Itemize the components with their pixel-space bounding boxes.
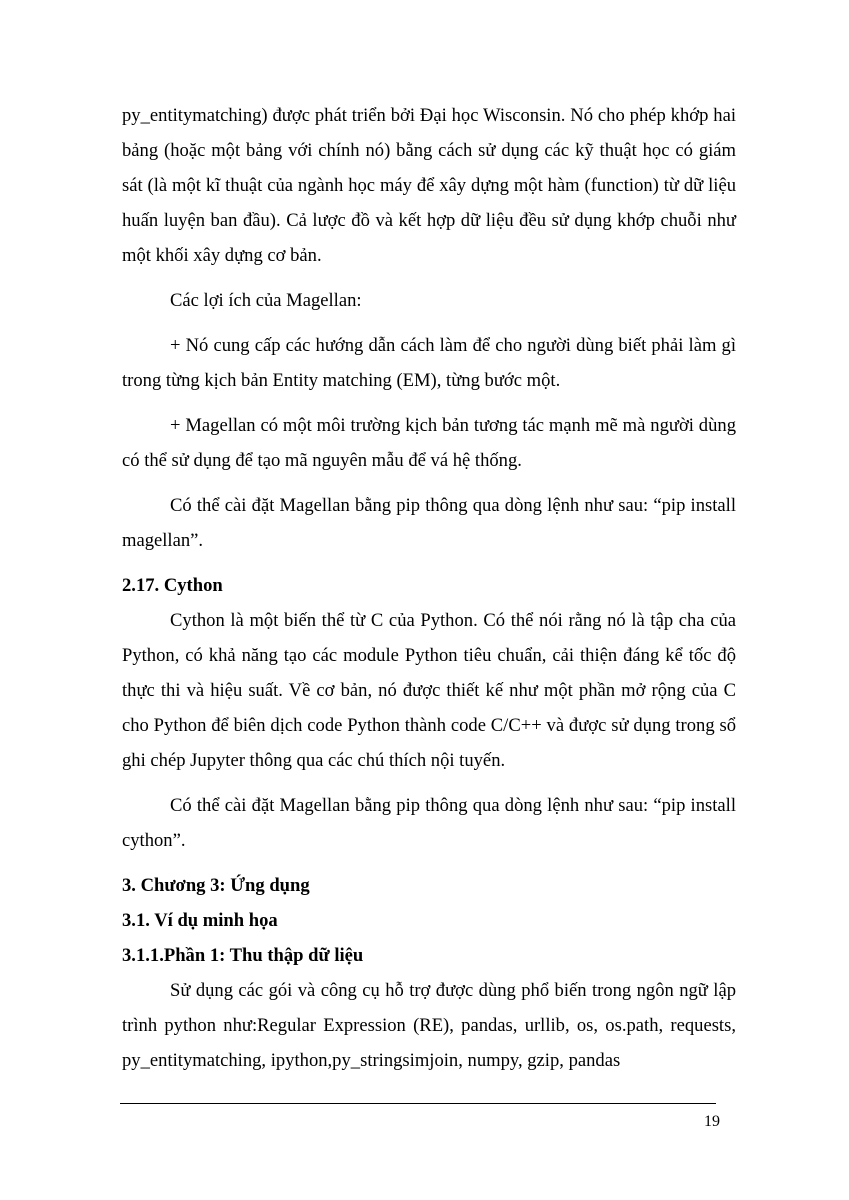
paragraph-cython-description: Cython là một biến thể từ C của Python. Có thể nói rằng nó là tập cha của Python, có khả năng tạo các module Python tiêu chuẩn, cải thiện đáng kể tốc độ thực thi và hiệu suất. Về cơ bản, nó được thiết kế như một phần mở rộng của C cho Python để biên dịch code Python thành code C/C++ và được sử dụng trong sổ ghi chép Jupyter thông qua các chú thích nội tuyến.	[122, 610, 736, 771]
footer-divider	[120, 1103, 716, 1104]
page-number: 19	[704, 1113, 720, 1130]
paragraph-cython-install: Có thể cài đặt Magellan bằng pip thông qua dòng lệnh như sau: “pip install cython”.	[122, 795, 736, 851]
paragraph-magellan-benefits-title: Các lợi ích của Magellan:	[170, 290, 362, 311]
paragraph-magellan-benefit-2: + Magellan có một môi trường kịch bản tương tác mạnh mẽ mà người dùng có thể sử dụng để tạo mã nguyên mẫu để vá hệ thống.	[122, 415, 736, 471]
paragraph-magellan-install: Có thể cài đặt Magellan bằng pip thông qua dòng lệnh như sau: “pip install magellan”.	[122, 495, 736, 551]
chapter-heading-3: 3. Chương 3: Ứng dụng	[122, 875, 310, 896]
section-heading-3-1: 3.1. Ví dụ minh họa	[122, 910, 278, 931]
paragraph-magellan-intro: py_entitymatching) được phát triển bởi Đại học Wisconsin. Nó cho phép khớp hai bảng (hoặc một bảng với chính nó) bằng cách sử dụng các kỹ thuật học có giám sát (là một kĩ thuật của ngành học máy để xây dựng một hàm (function) từ dữ liệu huấn luyện ban đầu). Cả lược đồ và kết hợp dữ liệu đều sử dụng khớp chuỗi như một khối xây dựng cơ bản.	[122, 105, 736, 266]
paragraph-data-collection: Sử dụng các gói và công cụ hỗ trợ được dùng phổ biến trong ngôn ngữ lập trình python như:Regular Expression (RE), pandas, urllib, os, os.path, requests, py_entitymatching, ipython,py_stringsimjoin, numpy, gzip, pandas	[122, 980, 736, 1071]
paragraph-magellan-benefit-1: + Nó cung cấp các hướng dẫn cách làm để cho người dùng biết phải làm gì trong từng kịch bản Entity matching (EM), từng bước một.	[122, 335, 736, 391]
section-heading-cython: 2.17. Cython	[122, 575, 223, 596]
page-content	[122, 98, 736, 1088]
section-heading-3-1-1: 3.1.1.Phần 1: Thu thập dữ liệu	[122, 945, 364, 966]
